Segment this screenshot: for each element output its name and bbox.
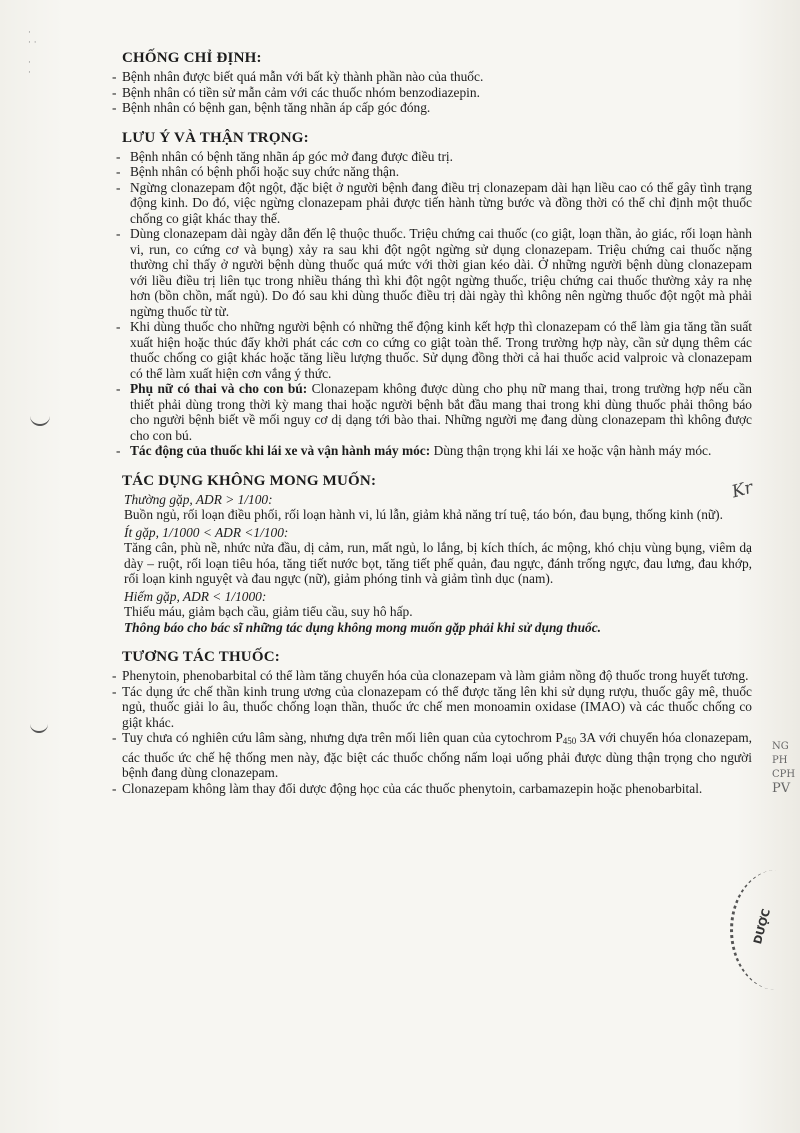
frequency-text: Buồn ngủ, rối loạn điều phối, rối loạn hành vi, lú lẫn, giảm khả năng trí tuệ, táo bón, đau bụng, thống kinh (nữ). (124, 507, 723, 522)
driving-text: Dùng thận trọng khi lái xe hoặc vận hành máy móc. (430, 443, 712, 458)
list-item: - Bệnh nhân có bệnh phổi hoặc suy chức năng thận. (112, 164, 752, 180)
side-stamp (772, 740, 800, 796)
cyp-subscript: 450 (562, 736, 577, 746)
list-item-pregnancy (112, 381, 752, 443)
frequency-text: Thiếu máu, giảm bạch cầu, giảm tiểu cầu, suy hô hấp. (124, 604, 413, 619)
list-item: - Phenytoin, phenobarbital có thể làm tăng chuyển hóa của clonazepam và làm giảm nồng độ thuốc trong huyết tương. (112, 668, 752, 684)
frequency-label: Thường gặp, ADR > 1/100: (124, 491, 273, 507)
list-item: - Bệnh nhân được biết quá mẫn với bất kỳ thành phần nào của thuốc. (112, 69, 752, 85)
list-item: - Ngừng clonazepam đột ngột, đặc biệt ở người bệnh đang điều trị clonazepam dài hạn liều cao có thể gây tình trạng động kinh. Do đó, việc ngừng clonazepam phải được tiến hành từng bước và đồng thời có thể chỉ định một thuốc chống co giật khác thay thế. (112, 180, 752, 227)
document-body (112, 50, 752, 810)
stamp-line: PV (772, 781, 791, 796)
list-item-cytochrome (112, 730, 752, 781)
list-item: - Clonazepam không làm thay đổi dược động học của các thuốc phenytoin, carbamazepin hoặc phenobarbital. (112, 781, 752, 797)
interactions-list (112, 668, 752, 796)
check-mark-icon (30, 713, 48, 733)
stamp-line: PH (772, 755, 788, 766)
frequency-text: Tăng cân, phù nề, nhức nửa đầu, dị cảm, run, mất ngủ, lo lắng, bị kích thích, ác mộng, khó chịu vùng bụng, viêm dạ dày – ruột, rối loạn tiêu hóa, tăng tiết nước bọt, tăng tiết phế quản, đau ngực, đánh trống ngực, đau lưng, đau khớp, rối loạn kinh nguyệt và đau ngực (nữ), giảm phóng tinh và giảm tình dục (nam). (124, 540, 752, 586)
frequency-label: Ít gặp, 1/1000 < ADR <1/100: (124, 524, 289, 540)
list-item: - Tác dụng ức chế thần kinh trung ương của clonazepam có thể được tăng lên khi sử dụng rượu, thuốc gây mê, thuốc ngủ, thuốc giải lo âu, thuốc chống loạn thần, thuốc ức chế men monoamin oxidase (IMAO) và các thuốc chống co giật khác. (112, 684, 752, 731)
section-contraindications (112, 50, 752, 116)
section-heading: TƯƠNG TÁC THUỐC: (122, 649, 280, 665)
pregnancy-label: Phụ nữ có thai và cho con bú: (130, 381, 308, 396)
check-mark-icon (30, 404, 50, 426)
stamp-line: NG (772, 741, 789, 752)
section-adverse-effects (112, 473, 752, 636)
driving-label: Tác động của thuốc khi lái xe và vận hành máy móc: (130, 443, 431, 458)
contraindications-list (112, 69, 752, 116)
section-interactions (112, 649, 752, 796)
section-precautions (112, 130, 752, 459)
precautions-list (112, 149, 752, 459)
list-item-driving (112, 443, 752, 459)
list-item: - Bệnh nhân có bệnh tăng nhãn áp góc mở đang được điều trị. (112, 149, 752, 165)
doctor-notice: Thông báo cho bác sĩ những tác dụng không mong muốn gặp phải khi sử dụng thuốc. (124, 619, 602, 635)
handwritten-initial: Kr (729, 477, 756, 503)
seal-text: DƯỢC (751, 907, 773, 946)
cyp-text-after: 3A với chuyển hóa clonazepam, các thuốc ức chế hệ thống men này, đặc biệt các thuốc chống nấm loại uống phải được dùng thận trọng cho người bệnh đang dùng clonazepam. (122, 730, 752, 780)
section-heading: CHỐNG CHỈ ĐỊNH: (122, 50, 262, 66)
list-item: - Dùng clonazepam dài ngày dẫn đến lệ thuộc thuốc. Triệu chứng cai thuốc (co giật, loạn thần, ảo giác, rối loạn hành vi, run, co cứng cơ và bụng) xảy ra sau khi đột ngột ngừng sử dụng clonazepam. Triệu chứng cai thuốc nặng thường chỉ thấy ở người bệnh dùng thuốc quá mức với thời gian kéo dài. Ở những người bệnh dùng clonazepam với liều điều trị liên tục trong nhiều tháng thì khi đột ngột ngừng thuốc, triệu chứng cai thuốc thường xảy ra nhẹ hơn (bồn chồn, mất ngủ). Do đó sau khi dùng thuốc điều trị dài ngày thì không nên ngừng thuốc đột ngột mà phải ngừng thuốc từ từ. (112, 226, 752, 319)
stamp-line: CPH (772, 769, 796, 780)
list-item: - Bệnh nhân có bệnh gan, bệnh tăng nhãn áp cấp góc đóng. (112, 100, 752, 116)
list-item: - Bệnh nhân có tiền sử mẫn cảm với các thuốc nhóm benzodiazepin. (112, 85, 752, 101)
section-heading: TÁC DỤNG KHÔNG MONG MUỐN: (122, 472, 377, 489)
pregnancy-text: Clonazepam không được dùng cho phụ nữ mang thai, trong trường hợp nếu cần thiết phải dùng trong thời kỳ mang thai hoặc người bệnh bắt đầu mang thai trong khi dùng thuốc phải thông báo cho người bệnh biết về mối nguy cơ dị dạng tới bào thai. Những người mẹ đang dùng clonazepam thì không được cho con bú. (130, 381, 752, 443)
list-item: - Khi dùng thuốc cho những người bệnh có những thể động kinh kết hợp thì clonazepam có thể làm gia tăng tần suất xuất hiện hoặc thúc đẩy khởi phát các cơn co cứng co giật toàn thể. Trong trường hợp này, cần sử dụng thêm các thuốc chống co giật khác hoặc tăng liều lượng thuốc. Sử dụng đồng thời cả hai thuốc acid valproic và clonazepam có thể làm xuất hiện cơn vắng ý thức. (112, 319, 752, 381)
section-heading: LƯU Ý VÀ THẬN TRỌNG: (122, 129, 309, 146)
frequency-label: Hiếm gặp, ADR < 1/1000: (124, 588, 267, 604)
cyp-text-before: Tuy chưa có nghiên cứu lâm sàng, nhưng dựa trên mối liên quan của cytochrom P (122, 730, 563, 745)
scan-specks: · · · · · (28, 28, 37, 78)
